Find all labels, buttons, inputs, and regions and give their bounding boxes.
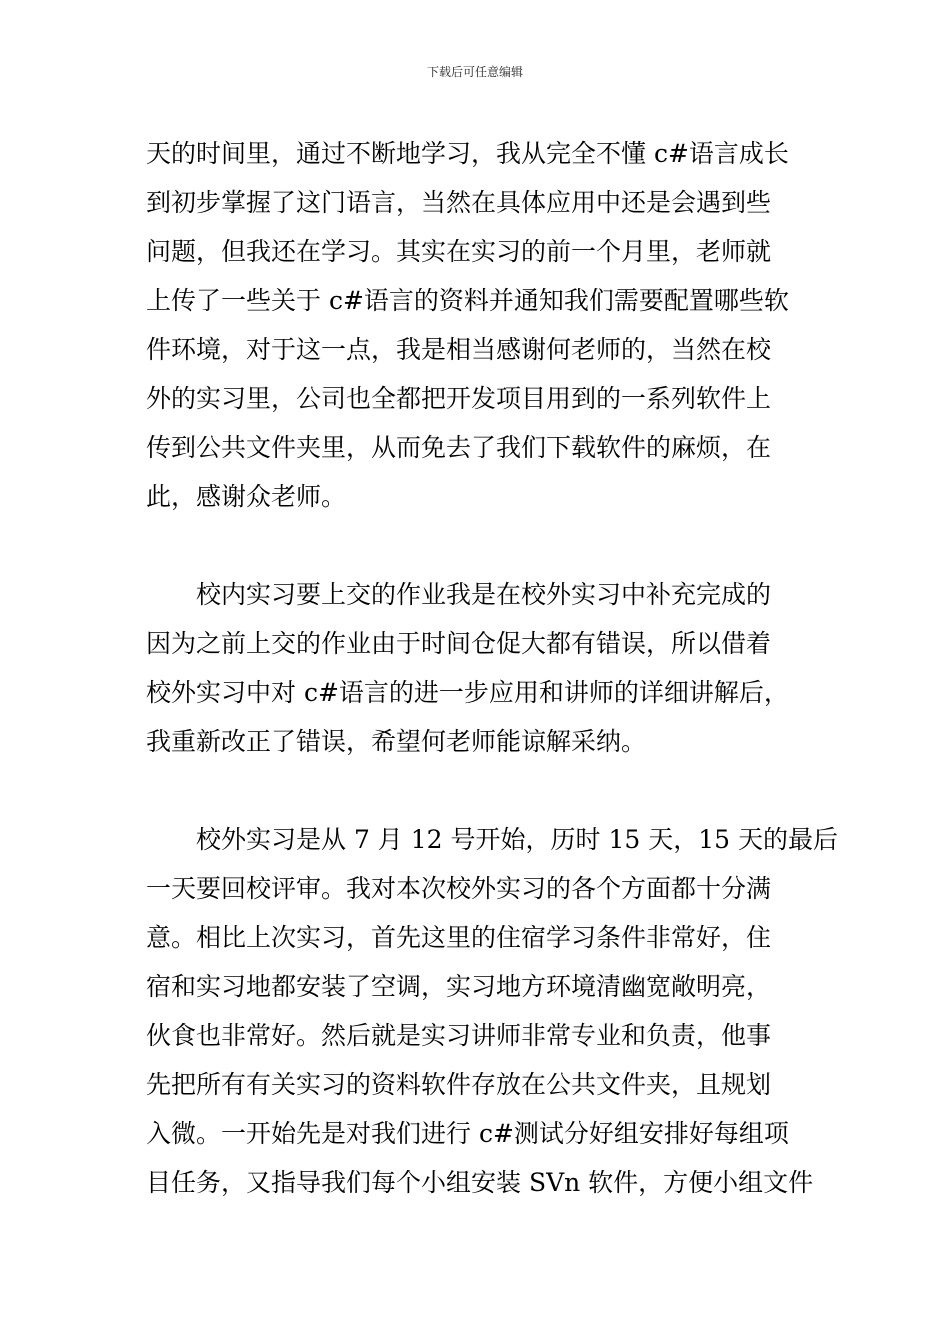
text-line: 宿和实习地都安装了空调，实习地方环境清幽宽敞明亮， — [146, 972, 772, 1001]
document-body — [146, 129, 838, 1207]
text-line: 一天要回校评审。我对本次校外实习的各个方面都十分满 — [146, 874, 772, 903]
paragraph — [146, 570, 810, 766]
text-line: 此，感谢众老师。 — [146, 482, 347, 511]
page-header: 下载后可任意编辑 — [426, 65, 523, 79]
text-line: 校外实习中对 c#语言的进一步应用和讲师的详细讲解后， — [146, 678, 789, 707]
text-line: 入微。一开始先是对我们进行 c#测试分好组安排好每组项 — [146, 1119, 789, 1148]
text-line: 校外实习是从 7 月 12 号开始，历时 15 天，15 天的最后 — [196, 825, 838, 854]
text-line: 到初步掌握了这门语言，当然在具体应用中还是会遇到些 — [146, 188, 772, 217]
text-line: 传到公共文件夹里，从而免去了我们下载软件的麻烦，在 — [146, 433, 772, 462]
text-line: 我重新改正了错误，希望何老师能谅解采纳。 — [146, 727, 647, 756]
paragraph — [146, 815, 838, 1207]
text-line: 因为之前上交的作业由于时间仓促大都有错误，所以借着 — [146, 629, 772, 658]
text-line: 先把所有有关实习的资料软件存放在公共文件夹，且规划 — [146, 1070, 772, 1099]
text-line: 天的时间里，通过不断地学习，我从完全不懂 c#语言成长 — [146, 139, 789, 168]
text-line: 目任务，又指导我们每个小组安装 SVn 软件，方便小组文件 — [146, 1168, 814, 1197]
text-line: 意。相比上次实习，首先这里的住宿学习条件非常好，住 — [146, 923, 772, 952]
text-line: 校内实习要上交的作业我是在校外实习中补充完成的 — [196, 580, 772, 609]
text-line: 件环境，对于这一点，我是相当感谢何老师的，当然在校 — [146, 335, 772, 364]
text-line: 上传了一些关于 c#语言的资料并通知我们需要配置哪些软 — [146, 286, 789, 315]
paragraph — [146, 129, 810, 521]
paragraph-spacer — [146, 521, 810, 570]
text-line: 外的实习里，公司也全都把开发项目用到的一系列软件上 — [146, 384, 772, 413]
text-line: 伙食也非常好。然后就是实习讲师非常专业和负责，他事 — [146, 1021, 772, 1050]
paragraph-spacer — [146, 766, 810, 815]
text-line: 问题，但我还在学习。其实在实习的前一个月里，老师就 — [146, 237, 772, 266]
